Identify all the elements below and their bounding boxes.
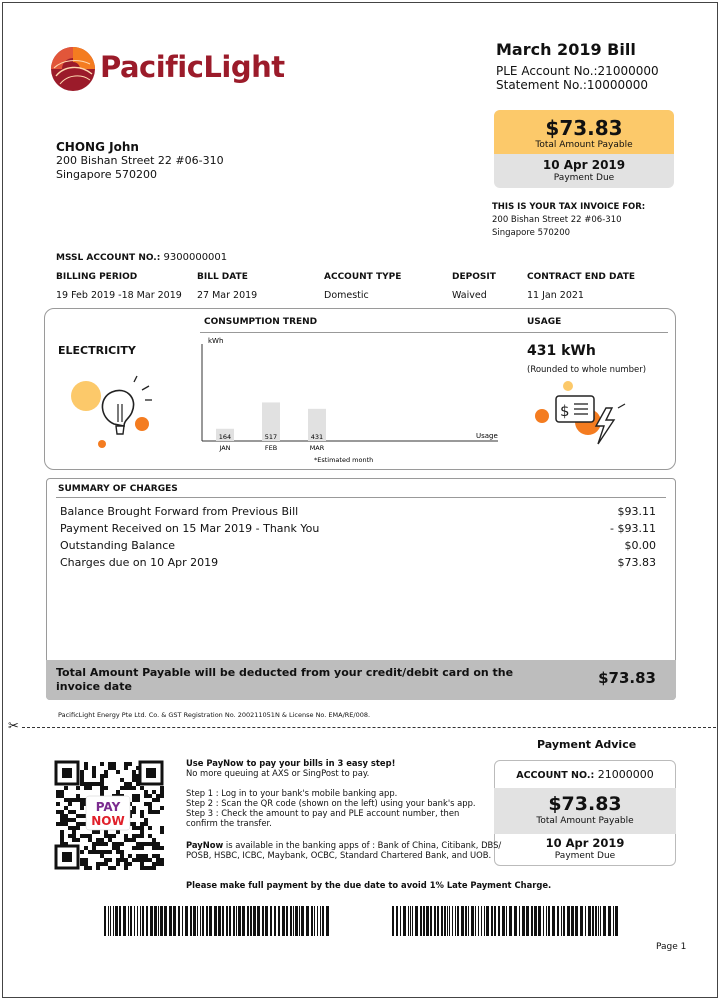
tax-invoice-address-line: 200 Bishan Street 22 #06-310 (492, 215, 622, 225)
tax-invoice-address-line: Singapore 570200 (492, 228, 571, 238)
paynow-banks-line (186, 840, 501, 851)
contract-end-label: CONTRACT END DATE (527, 272, 636, 282)
total-amount-label: Total Amount Payable (535, 140, 633, 150)
billing-period-label: BILLING PERIOD (56, 272, 138, 282)
customer-address-line: 200 Bishan Street 22 #06-310 (56, 154, 224, 167)
paynow-banks-text: is available in the banking apps of : Bank of China, Citibank, DBS/ (223, 840, 502, 850)
chart-y-axis-label: kWh (208, 337, 224, 345)
paynow-step: Step 1 : Log in to your bank's mobile banking app. (186, 788, 398, 798)
consumption-trend-title: CONSUMPTION TREND (204, 317, 318, 327)
paynow-logo-pay: PAY (95, 800, 121, 814)
barcode-icon (392, 906, 620, 936)
paynow-heading: Use PayNow to pay your bills in 3 easy step! (186, 758, 396, 768)
charge-row-label: Outstanding Balance (60, 539, 176, 552)
charge-row-label: Balance Brought Forward from Previous Bill (60, 505, 299, 518)
payment-advice-title: Payment Advice (537, 738, 637, 751)
payment-due-date: 10 Apr 2019 (542, 158, 626, 172)
advice-account (500, 768, 670, 781)
paynow-step: Step 2 : Scan the QR code (shown on the left) using your bank's app. (186, 798, 476, 808)
statement-number: Statement No.:10000000 (496, 78, 649, 92)
chart-value-label: 164 (218, 433, 232, 441)
divider (56, 497, 666, 498)
barcode-icon (104, 906, 332, 936)
amount-payable-box (494, 110, 674, 188)
brand-name: PacificLight (100, 50, 285, 84)
chart-category-label: MAR (309, 444, 325, 452)
paynow-qr-code (54, 760, 164, 870)
account-type-value: Domestic (324, 290, 369, 301)
page-number: Page 1 (656, 942, 687, 952)
paynow-banks-prefix: PayNow (186, 840, 224, 850)
registration-text: PacificLight Energy Pte Ltd. Co. & GST Registration No. 200211051N & License No. EMA/RE/008. (58, 711, 371, 719)
chart-value-label: 517 (264, 433, 278, 441)
chart-category-label: FEB (264, 444, 278, 452)
charge-row-value: $0.00 (624, 539, 656, 552)
bill-date-value: 27 Mar 2019 (197, 290, 258, 301)
svg-text:$: $ (560, 402, 570, 420)
total-payable-text: Total Amount Payable will be deducted from your credit/debit card on the invoice date (56, 666, 514, 693)
billing-period-value: 19 Feb 2019 -18 Mar 2019 (56, 290, 182, 301)
usage-title: USAGE (527, 317, 562, 327)
cut-line (22, 727, 716, 728)
pacificlight-logo-icon (50, 46, 96, 92)
paynow-subheading: No more queuing at AXS or SingPost to pay. (186, 768, 370, 778)
total-amount: $73.83 (545, 116, 623, 140)
usage-note: (Rounded to whole number) (527, 365, 647, 375)
contract-end-value: 11 Jan 2021 (527, 290, 584, 301)
advice-account-value: 21000000 (597, 768, 654, 781)
mssl-account-label: MSSL ACCOUNT NO.: (56, 253, 161, 263)
advice-amount-label: Total Amount Payable (536, 816, 634, 826)
summary-title: SUMMARY OF CHARGES (58, 484, 178, 494)
advice-account-label: ACCOUNT NO.: (516, 770, 595, 781)
charge-row-label: Payment Received on 15 Mar 2019 - Thank You (60, 522, 320, 535)
charge-row-value: - $93.11 (610, 522, 656, 535)
paynow-step: confirm the transfer. (186, 818, 272, 828)
electric-bill-icon (530, 378, 630, 450)
advice-due-date: 10 Apr 2019 (545, 836, 625, 850)
deposit-label: DEPOSIT (452, 272, 496, 282)
mssl-account (56, 252, 227, 263)
total-payable-amount: $73.83 (598, 669, 656, 687)
divider (200, 332, 668, 333)
consumption-chart (196, 334, 506, 466)
charge-row-value: $73.83 (617, 556, 656, 569)
charge-row-label: Charges due on 10 Apr 2019 (60, 556, 219, 569)
chart-value-label: 431 (310, 433, 324, 441)
mssl-account-value: 9300000001 (163, 252, 228, 263)
ple-account-number: PLE Account No.:21000000 (496, 64, 659, 78)
customer-name: CHONG John (56, 140, 139, 154)
paynow-banks-line: POSB, HSBC, ICBC, Maybank, OCBC, Standard Chartered Bank, and UOB. (186, 850, 492, 860)
scissors-icon: ✂ (8, 719, 19, 734)
bill-title: March 2019 Bill (496, 40, 636, 59)
chart-note: *Estimated month (314, 456, 374, 464)
chart-x-axis-label: Usage (476, 432, 498, 440)
tax-invoice-heading: THIS IS YOUR TAX INVOICE FOR: (492, 202, 646, 212)
payment-due-label: Payment Due (553, 173, 615, 183)
deposit-value: Waived (452, 290, 487, 301)
late-payment-notice: Please make full payment by the due date to avoid 1% Late Payment Charge. (186, 880, 552, 890)
bill-date-label: BILL DATE (197, 272, 248, 282)
advice-amount: $73.83 (548, 793, 622, 815)
paynow-step: Step 3 : Check the amount to pay and PLE account number, then (186, 808, 460, 818)
advice-due-label: Payment Due (554, 851, 616, 861)
customer-address-line: Singapore 570200 (56, 168, 157, 181)
lightbulb-icon (62, 372, 162, 450)
usage-value: 431 kWh (527, 343, 596, 359)
paynow-logo-now: NOW (91, 814, 125, 828)
charge-row-value: $93.11 (617, 505, 656, 518)
electricity-label: ELECTRICITY (58, 344, 136, 357)
chart-category-label: JAN (219, 444, 231, 452)
account-type-label: ACCOUNT TYPE (324, 272, 402, 282)
advice-amount-panel (494, 788, 676, 834)
